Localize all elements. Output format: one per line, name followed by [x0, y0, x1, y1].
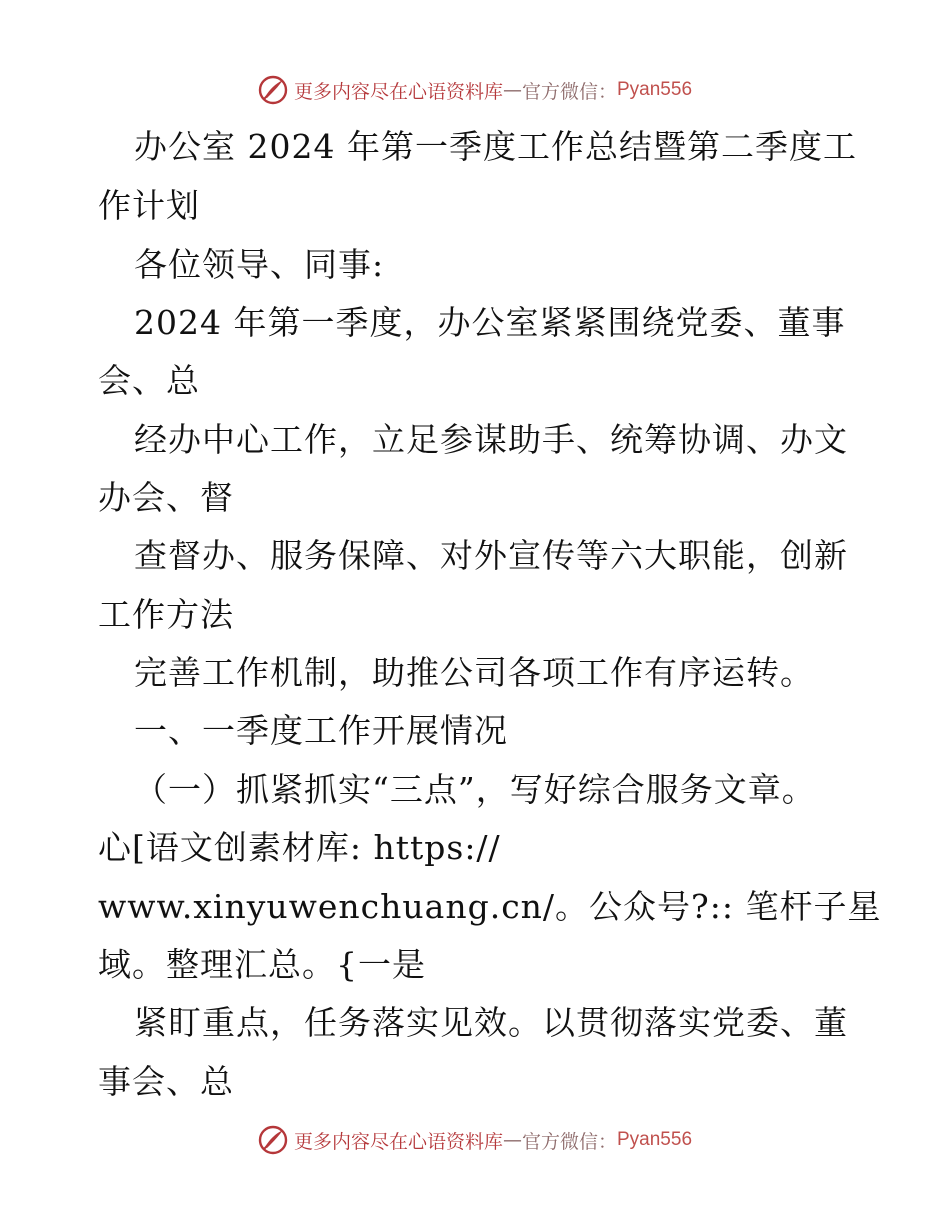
- quill-logo-icon: [258, 1125, 288, 1155]
- doc-paragraph-line: 事会、总: [98, 1062, 234, 1101]
- banner-wechat-label: 官方微信：: [521, 1130, 617, 1153]
- banner-dash: —: [502, 1129, 522, 1151]
- doc-paragraph-line: 完善工作机制，助推公司各项工作有序运转。: [134, 653, 814, 692]
- banner-wechat-id: Pyan556: [617, 1129, 693, 1150]
- banner-wechat-label: 官方微信：: [521, 80, 617, 103]
- doc-salutation: 各位领导、同事:: [134, 245, 385, 284]
- banner-wechat-id: Pyan556: [617, 79, 693, 100]
- doc-title-line-1: 办公室 2024 年第一季度工作总结暨第二季度工: [134, 127, 857, 166]
- doc-paragraph-line: 查督办、服务保障、对外宣传等六大职能，创新: [134, 536, 848, 575]
- doc-paragraph-line: 域。整理汇总。{一是: [98, 945, 426, 984]
- quill-logo-icon: [258, 75, 288, 105]
- banner-site-text: 更多内容尽在心语资料库: [293, 1130, 503, 1153]
- header-watermark-banner: [0, 70, 950, 110]
- doc-section-heading: 一、一季度工作开展情况: [134, 711, 508, 750]
- doc-paragraph-line: www.xinyuwenchuang.cn/。公众号?:: 笔杆子星: [98, 887, 882, 926]
- banner-dash: —: [502, 79, 522, 101]
- doc-paragraph-line: 心[语文创素材库: https://: [98, 828, 501, 867]
- doc-subsection-heading: （一）抓紧抓实“三点”，写好综合服务文章。: [134, 770, 816, 809]
- doc-paragraph-line: 办会、督: [98, 478, 234, 517]
- doc-paragraph-line: 经办中心工作，立足参谋助手、统筹协调、办文: [134, 420, 848, 459]
- footer-watermark-banner: [0, 1120, 950, 1160]
- doc-paragraph-line: 工作方法: [98, 595, 234, 634]
- banner-site-text: 更多内容尽在心语资料库: [293, 80, 503, 103]
- doc-paragraph-line: 紧盯重点，任务落实见效。以贯彻落实党委、董: [134, 1003, 848, 1042]
- doc-title-line-2: 作计划: [98, 186, 200, 225]
- doc-paragraph-line: 会、总: [98, 361, 200, 400]
- doc-paragraph-line: 2024 年第一季度，办公室紧紧围绕党委、董事: [134, 303, 846, 342]
